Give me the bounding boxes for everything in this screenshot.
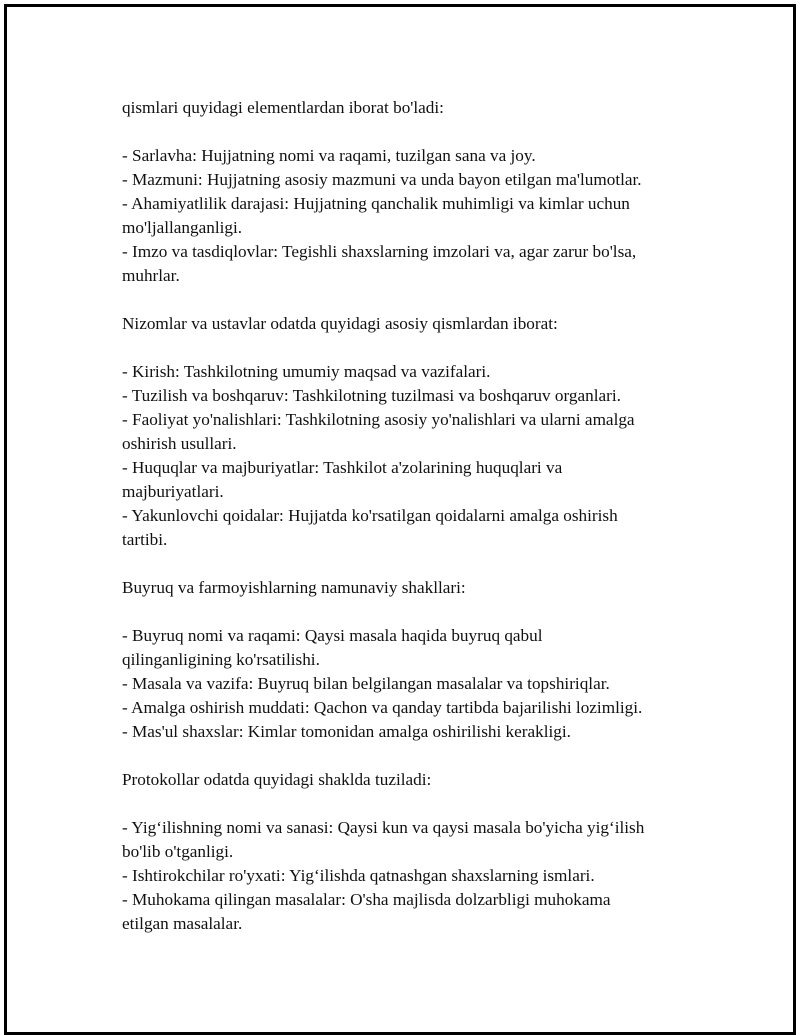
blank-line	[122, 552, 702, 576]
list-item: - Tuzilish va boshqaruv: Tashkilotning tuzilmasi va boshqaruv organlari.	[122, 386, 621, 405]
list-item-continuation: oshirish usullari.	[122, 434, 237, 453]
blank-line	[122, 120, 702, 144]
document-body	[122, 96, 702, 936]
list-item-continuation: muhrlar.	[122, 266, 180, 285]
list-item-continuation: bo'lib o'tganligi.	[122, 842, 234, 861]
list-item: - Huquqlar va majburiyatlar: Tashkilot a'zolarining huquqlari va	[122, 458, 563, 477]
list-item: - Yakunlovchi qoidalar: Hujjatda ko'rsatilgan qoidalarni amalga oshirish	[122, 506, 618, 525]
intro-line: qismlari quyidagi elementlardan iborat bo'ladi:	[122, 98, 444, 117]
section-heading: Buyruq va farmoyishlarning namunaviy shakllari:	[122, 578, 466, 597]
list-item: - Ahamiyatlilik darajasi: Hujjatning qanchalik muhimligi va kimlar uchun	[122, 194, 630, 213]
list-item: - Mazmuni: Hujjatning asosiy mazmuni va unda bayon etilgan ma'lumotlar.	[122, 170, 642, 189]
list-item: - Mas'ul shaxslar: Kimlar tomonidan amalga oshirilishi kerakligi.	[122, 722, 571, 741]
list-item-continuation: majburiyatlari.	[122, 482, 224, 501]
list-item: - Masala va vazifa: Buyruq bilan belgilangan masalalar va topshiriqlar.	[122, 674, 610, 693]
list-item: - Buyruq nomi va raqami: Qaysi masala haqida buyruq qabul	[122, 626, 543, 645]
section-heading: Nizomlar va ustavlar odatda quyidagi asosiy qismlardan iborat:	[122, 314, 558, 333]
list-item-continuation: mo'ljallanganligi.	[122, 218, 243, 237]
list-item: - Kirish: Tashkilotning umumiy maqsad va vazifalari.	[122, 362, 491, 381]
blank-line	[122, 336, 702, 360]
list-item: - Ishtirokchilar ro'yxati: Yig‘ilishda qatnashgan shaxslarning ismlari.	[122, 866, 595, 885]
list-item: - Imzo va tasdiqlovlar: Tegishli shaxslarning imzolari va, agar zarur bo'lsa,	[122, 242, 637, 261]
list-item: - Amalga oshirish muddati: Qachon va qanday tartibda bajarilishi lozimligi.	[122, 698, 643, 717]
blank-line	[122, 288, 702, 312]
list-item-continuation: etilgan masalalar.	[122, 914, 243, 933]
list-item-continuation: qilinganligining ko'rsatilishi.	[122, 650, 320, 669]
blank-line	[122, 600, 702, 624]
list-item: - Sarlavha: Hujjatning nomi va raqami, tuzilgan sana va joy.	[122, 146, 536, 165]
list-item: - Muhokama qilingan masalalar: O'sha majlisda dolzarbligi muhokama	[122, 890, 611, 909]
list-item: - Faoliyat yo'nalishlari: Tashkilotning asosiy yo'nalishlari va ularni amalga	[122, 410, 635, 429]
page-frame	[4, 4, 796, 1035]
section-heading: Protokollar odatda quyidagi shaklda tuziladi:	[122, 770, 432, 789]
blank-line	[122, 744, 702, 768]
list-item-continuation: tartibi.	[122, 530, 168, 549]
blank-line	[122, 792, 702, 816]
list-item: - Yig‘ilishning nomi va sanasi: Qaysi kun va qaysi masala bo'yicha yig‘ilish	[122, 818, 645, 837]
